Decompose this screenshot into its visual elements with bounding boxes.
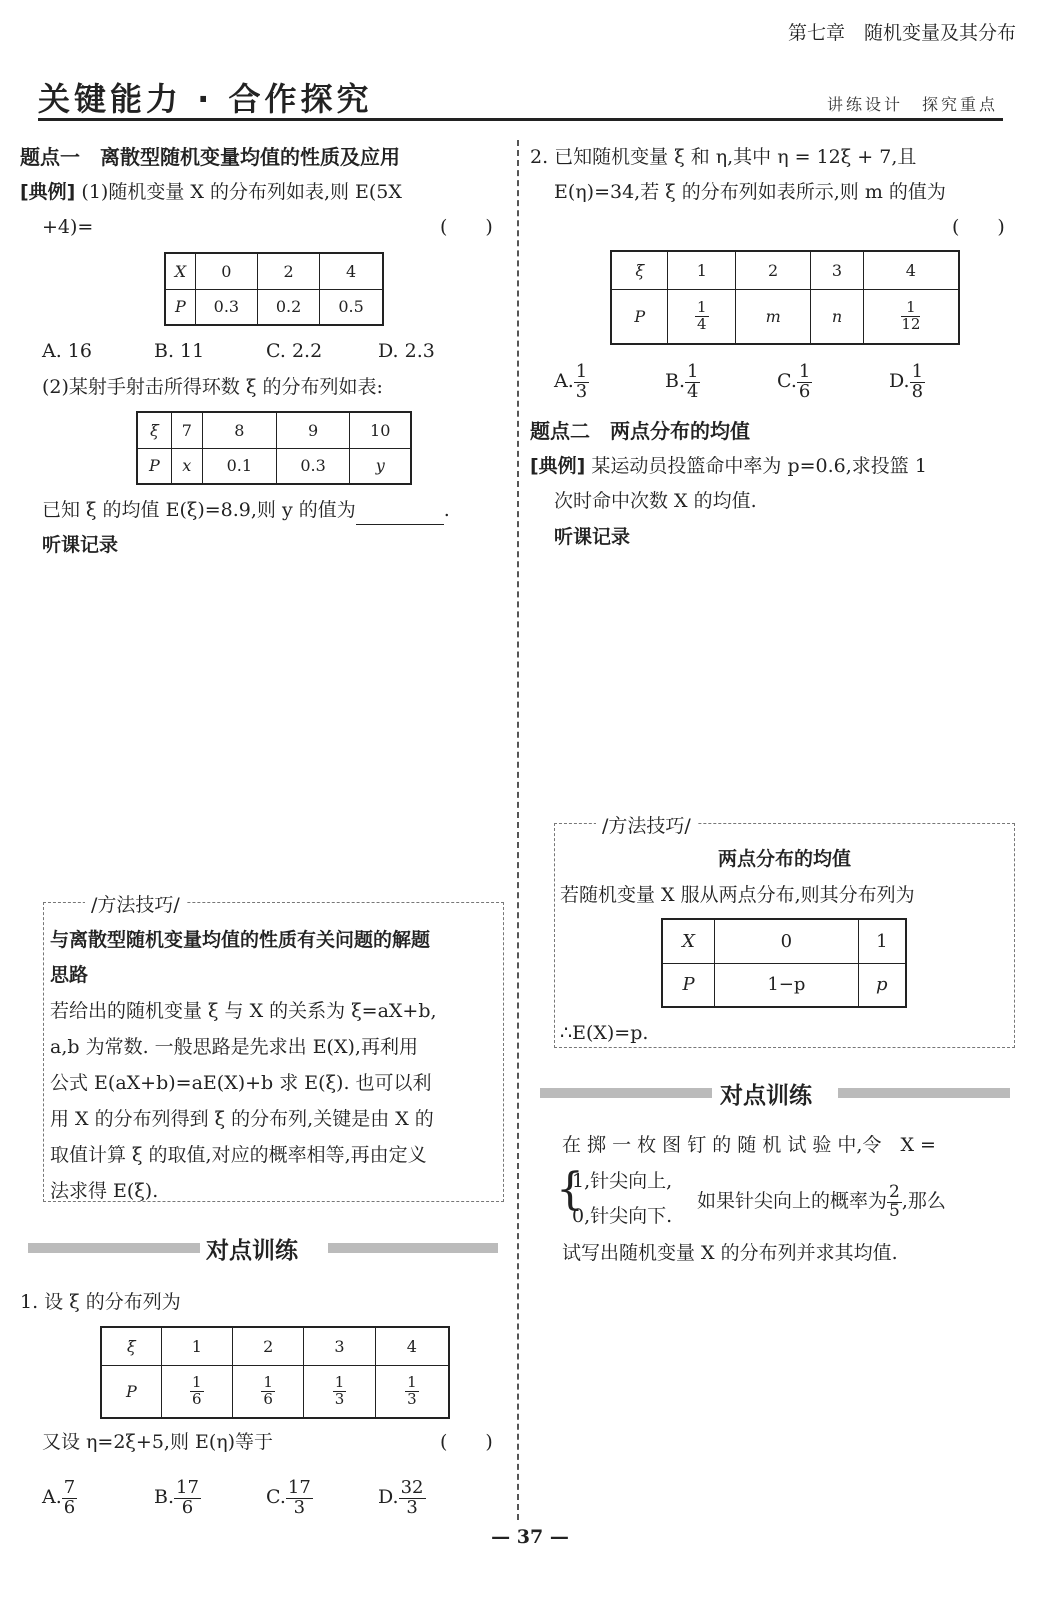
example-1-line-2: +4)= [42,216,94,238]
distribution-table-x [164,252,384,326]
chapter-title: 第七章 随机变量及其分布 [787,22,1016,44]
method-line: 若给出的随机变量 ξ 与 X 的关系为 ξ=aX+b, [50,1000,437,1022]
table-cell: ξ [101,1327,161,1365]
header-rule [38,118,1003,121]
answer-paren: ( ) [952,216,1005,238]
question-3-line-2: 如果针尖向上的概率为 $\frac{2}{5}$ ,那么 [697,1181,946,1221]
table-cell: 3 [811,251,864,289]
question-3-line-3: 试写出随机变量 X 的分布列并求其均值. [562,1242,898,1264]
table-cell: 1 [668,251,736,289]
option-c: C. 2.2 [266,340,323,362]
table-cell: 0.5 [320,289,383,325]
training-bar-left [28,1243,200,1253]
question-3-line-1: 在 掷 一 枚 图 钉 的 随 机 试 验 中,令 X = [562,1134,936,1156]
example-2-line: (2)某射手射击所得环数 ξ 的分布列如表: [42,376,383,398]
table-cell: $\frac{1}{4}$ [668,289,736,344]
page-number: — 37 — [491,1526,569,1548]
table-cell: 9 [276,412,350,448]
table-cell: m [736,289,811,344]
table-cell: 10 [350,412,411,448]
method-line: 用 X 的分布列得到 ξ 的分布列,关键是由 X 的 [50,1108,434,1130]
table-cell: 8 [202,412,276,448]
method-line: 公式 E(aX+b)=aE(X)+b 求 E(ξ). 也可以利 [50,1072,432,1094]
table-cell: X [662,919,715,963]
table-cell: $\frac{1}{3}$ [375,1365,449,1418]
training-title-right: 对点训练 [720,1083,812,1109]
option-d: D. 2.3 [378,340,435,362]
method-line: 取值计算 ξ 的取值,对应的概率相等,再由定义 [50,1144,427,1166]
table-cell: P [101,1365,161,1418]
table-cell: $\frac{1}{6}$ [233,1365,304,1418]
table-cell: 0.1 [202,448,276,484]
section-subtitle: 讲练设计 探究重点 [826,95,998,114]
table-cell: 0 [715,919,858,963]
example-1-text: (1)随机变量 X 的分布列如表,则 E(5X [81,181,402,203]
table-cell: 1 [858,919,906,963]
option-d: D. $\frac{1}{8}$ [889,360,924,402]
notes-label-left: 听课记录 [42,534,119,556]
table-cell: 0 [195,253,257,289]
distribution-table-q2 [610,250,960,345]
table-cell: 3 [304,1327,375,1365]
case-1: 1,针尖向上, [572,1170,673,1192]
method-title-left-1: 与离散型随机变量均值的性质有关问题的解题 [50,929,431,951]
option-b: B. $\frac{17}{6}$ [154,1476,199,1518]
option-b: B. $\frac{1}{4}$ [665,360,699,402]
table-cell: $\frac{1}{3}$ [304,1365,375,1418]
topic-heading-2: 题点二 两点分布的均值 [530,419,750,443]
example-tag: [典例] [20,181,76,203]
table-cell: P [137,448,171,484]
table-cell: n [811,289,864,344]
table-cell: 0.3 [276,448,350,484]
table-cell: X [165,253,195,289]
example-2-question: 已知 ξ 的均值 E(ξ)=8.9,则 y 的值为 . [42,495,450,525]
table-cell: 4 [320,253,383,289]
method-label-right: /方法技巧/ [596,811,697,838]
training-bar-right [838,1088,1010,1098]
table-cell: y [350,448,411,484]
question-2-line-1: 2. 已知随机变量 ξ 和 η,其中 η = 12ξ + 7,且 [530,146,917,168]
method-label-left: /方法技巧/ [85,890,186,917]
option-a: A. $\frac{7}{6}$ [42,1476,76,1518]
table-cell: ξ [611,251,668,289]
distribution-table-xi [136,411,412,485]
method-title-left-2: 思路 [50,964,89,986]
answer-blank[interactable] [356,503,444,525]
method-conclusion: ∴E(X)=p. [560,1022,649,1044]
table-cell: 7 [171,412,202,448]
table-cell: ξ [137,412,171,448]
table-cell: x [171,448,202,484]
option-a: A. $\frac{1}{3}$ [554,360,588,402]
question-1-text: 又设 η=2ξ+5,则 E(η)等于 [42,1431,274,1453]
topic-heading-1: 题点一 离散型随机变量均值的性质及应用 [20,145,400,169]
column-divider [517,140,519,1520]
table-cell: 0.3 [195,289,257,325]
method-title-right: 两点分布的均值 [717,848,851,870]
method-line: a,b 为常数. 一般思路是先求出 E(X),再利用 [50,1036,418,1058]
distribution-table-q1 [100,1326,450,1419]
question-1: 1. 设 ξ 的分布列为 [20,1291,181,1313]
table-cell: P [611,289,668,344]
example-right-line-2: 次时命中次数 X 的均值. [554,490,757,512]
table-cell: 1−p [715,963,858,1007]
section-title: 关键能力 · 合作探究 [38,80,373,118]
example-1-line-1 [20,177,402,207]
answer-paren: ( ) [440,216,493,238]
table-cell: 4 [863,251,959,289]
table-cell: P [165,289,195,325]
option-c: C. $\frac{17}{3}$ [266,1476,311,1518]
training-title-left: 对点训练 [206,1238,298,1264]
table-cell: 0.2 [257,289,319,325]
two-point-table [661,918,907,1008]
option-b: B. 11 [154,340,205,362]
option-d: D. $\frac{32}{3}$ [378,1476,424,1518]
answer-paren: ( ) [440,1431,493,1453]
option-c: C. $\frac{1}{6}$ [777,360,811,402]
table-cell: $\frac{1}{6}$ [161,1365,232,1418]
table-cell: 4 [375,1327,449,1365]
training-bar-right [328,1243,498,1253]
case-2: 0,针尖向下. [572,1205,673,1227]
table-cell: 1 [161,1327,232,1365]
option-a: A. 16 [42,340,92,362]
table-cell: 2 [233,1327,304,1365]
brace-symbol: { [556,1164,584,1215]
notes-label-right: 听课记录 [554,526,631,548]
question-2-line-2: E(η)=34,若 ξ 的分布列如表所示,则 m 的值为 [554,181,946,203]
example-right-line-1: [典例] 某运动员投篮命中率为 p=0.6,求投篮 1 [530,455,927,477]
example-tag: [典例] [530,455,586,477]
table-cell: P [662,963,715,1007]
table-cell: $\frac{1}{12}$ [863,289,959,344]
method-line-right: 若随机变量 X 服从两点分布,则其分布列为 [560,884,915,906]
training-bar-left [540,1088,712,1098]
table-cell: 2 [257,253,319,289]
table-cell: p [858,963,906,1007]
table-cell: 2 [736,251,811,289]
method-line: 法求得 E(ξ). [50,1180,159,1202]
